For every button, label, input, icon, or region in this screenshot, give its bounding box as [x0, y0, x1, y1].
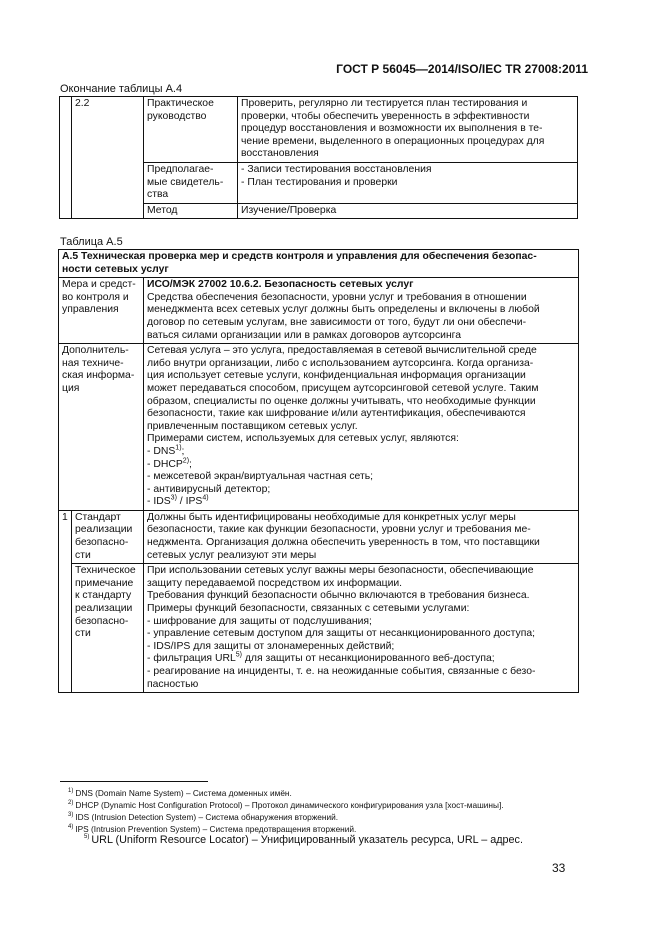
list-item-ids-ips: - IDS$^{3)}$ / IPS$^{4)}$ [147, 494, 209, 508]
list-item-dns: - DNS$^{1)}$; [147, 444, 185, 457]
table-a4-label: Метод [144, 203, 238, 219]
table-a4-text: - Записи тестирования восстановления - План тестирования и проверки [238, 162, 578, 203]
footnote-4: $^{4)}$ IPS (Intrusion Prevention System) – Система предотвращения вторжений. [68, 824, 357, 834]
page-number: 33 [552, 861, 566, 875]
table-a5-title: А.5 Техническая проверка мер и средств контроля и управления для обеспечения безопас- ности сетевых услуг [59, 250, 579, 278]
additional-info-label: Дополнитель- ная техниче- ская информа- ция [59, 344, 144, 511]
additional-info-text: Сетевая услуга – это услуга, предоставляемая в сетевой вычислительной среде либо внутри организации, либо с использованием аутсорсинга. Когда организа- ция использует сетевые услуги, конфиденциальная информация организации может передаваться способом, присущем аутсорсинговой сетевой услуге. Таким образом, специалисты по оценке должны учитывать, что необходимые функции безопасности, такие как шифрование и/или аутентификация, обеспечиваются привлеченным поставщиком сетевых услуг. Примерами систем, используемых для сетевых услуг, являются: - DNS$^{1)}$; - DHCP$^{2)}$; - межсетевой экран/виртуальная частная сеть; - антивирусный детектор; - IDS$^{3)}$ / IPS$^{4)}$ [144, 344, 579, 511]
footnote-5: $^{5)}$ URL (Uniform Resource Locator) – Унифицированный указатель ресурса, URL – адрес. [84, 834, 523, 846]
control-text: ИСО/МЭК 27002 10.6.2. Безопасность сетевых услуг Средства обеспечения безопасности, уровни услуг и требования в отношении менеджмента всех сетевых услуг должны быть определены и включены в любой договор по сетевым услугам, вне зависимости от того, будут ли они обеспечи- ваться силами организации или в рамках договоров аутсорсинга [144, 278, 579, 344]
table-a4-label: Предполагае- мые свидетель- ства [144, 162, 238, 203]
footnote-1: $^{1)}$ DNS (Domain Name System) – Система доменных имён. [68, 788, 292, 798]
footnote-separator [60, 781, 208, 782]
standard-text: Должны быть идентифицированы необходимые для конкретных услуг меры безопасности, такие как функции безопасности, уровни услуг и требования ме- неджмента. Организация должна обеспечить уверенность в том, что поставщики сетевых услуг реализуют эти меры [144, 510, 579, 563]
standard-label: Стандарт реализации безопасно- сти [72, 510, 144, 563]
table-a5 [58, 249, 579, 693]
footnote-2: $^{2)}$ DHCP (Dynamic Host Configuration Protocol) – Протокол динамического конфигурирования узла [хост-машины]. [68, 800, 504, 810]
table-a4-label: Практическое руководство [144, 97, 238, 163]
row-number: 1 [59, 510, 72, 692]
table-a4-text: Проверить, регулярно ли тестируется план тестирования и проверки, чтобы обеспечить уверенность в эффективности процедур восстановления и возможности их выполнения в те- чение времени, выделенного в операционных процедурах для восстановления [238, 97, 578, 163]
control-label: Мера и средст- во контроля и управления [59, 278, 144, 344]
tech-note-text: При использовании сетевых услуг важны меры безопасности, обеспечивающие защиту передаваемой посредством их информации. Требования функций безопасности обычно включаются в требования бизнеса. Примеры функций безопасности, связанных с сетевыми услугами: - шифрование для защиты от подслушивания; - управление сетевым доступом для защиты от несанкционированного доступа; - IDS/IPS для защиты от злонамеренных действий; - фильтрация URL$^{5)}$ для защиты от несанкционированного веб-доступа; - реагирование на инциденты, т. е. на неожиданные события, связанные с безо- пасностью [144, 564, 579, 693]
table-a5-caption: Таблица А.5 [60, 236, 123, 248]
table-a4-number: 2.2 [72, 97, 144, 219]
table-a4 [59, 96, 578, 219]
list-item-url: - фильтрация URL$^{5)}$ для защиты от несанкционированного веб-доступа; [147, 651, 495, 665]
list-item-dhcp: - DHCP$^{2)}$; [147, 457, 192, 470]
table-a4-blank-cell [60, 97, 72, 219]
list-item-antivirus: - антивирусный детектор; [147, 483, 271, 495]
table-a4-text: Изучение/Проверка [238, 203, 578, 219]
document-header: ГОСТ Р 56045—2014/ISO/IEC TR 27008:2011 [336, 62, 588, 76]
tech-note-label: Техническое примечание к стандарту реализации безопасно- сти [72, 564, 144, 693]
table-a4-caption: Окончание таблицы А.4 [60, 83, 183, 95]
list-item-firewall: - межсетевой экран/виртуальная частная сеть; [147, 471, 374, 483]
footnote-3: $^{3)}$ IDS (Intrusion Detection System) – Система обнаружения вторжений. [68, 812, 339, 822]
control-heading: ИСО/МЭК 27002 10.6.2. Безопасность сетевых услуг [147, 279, 414, 291]
